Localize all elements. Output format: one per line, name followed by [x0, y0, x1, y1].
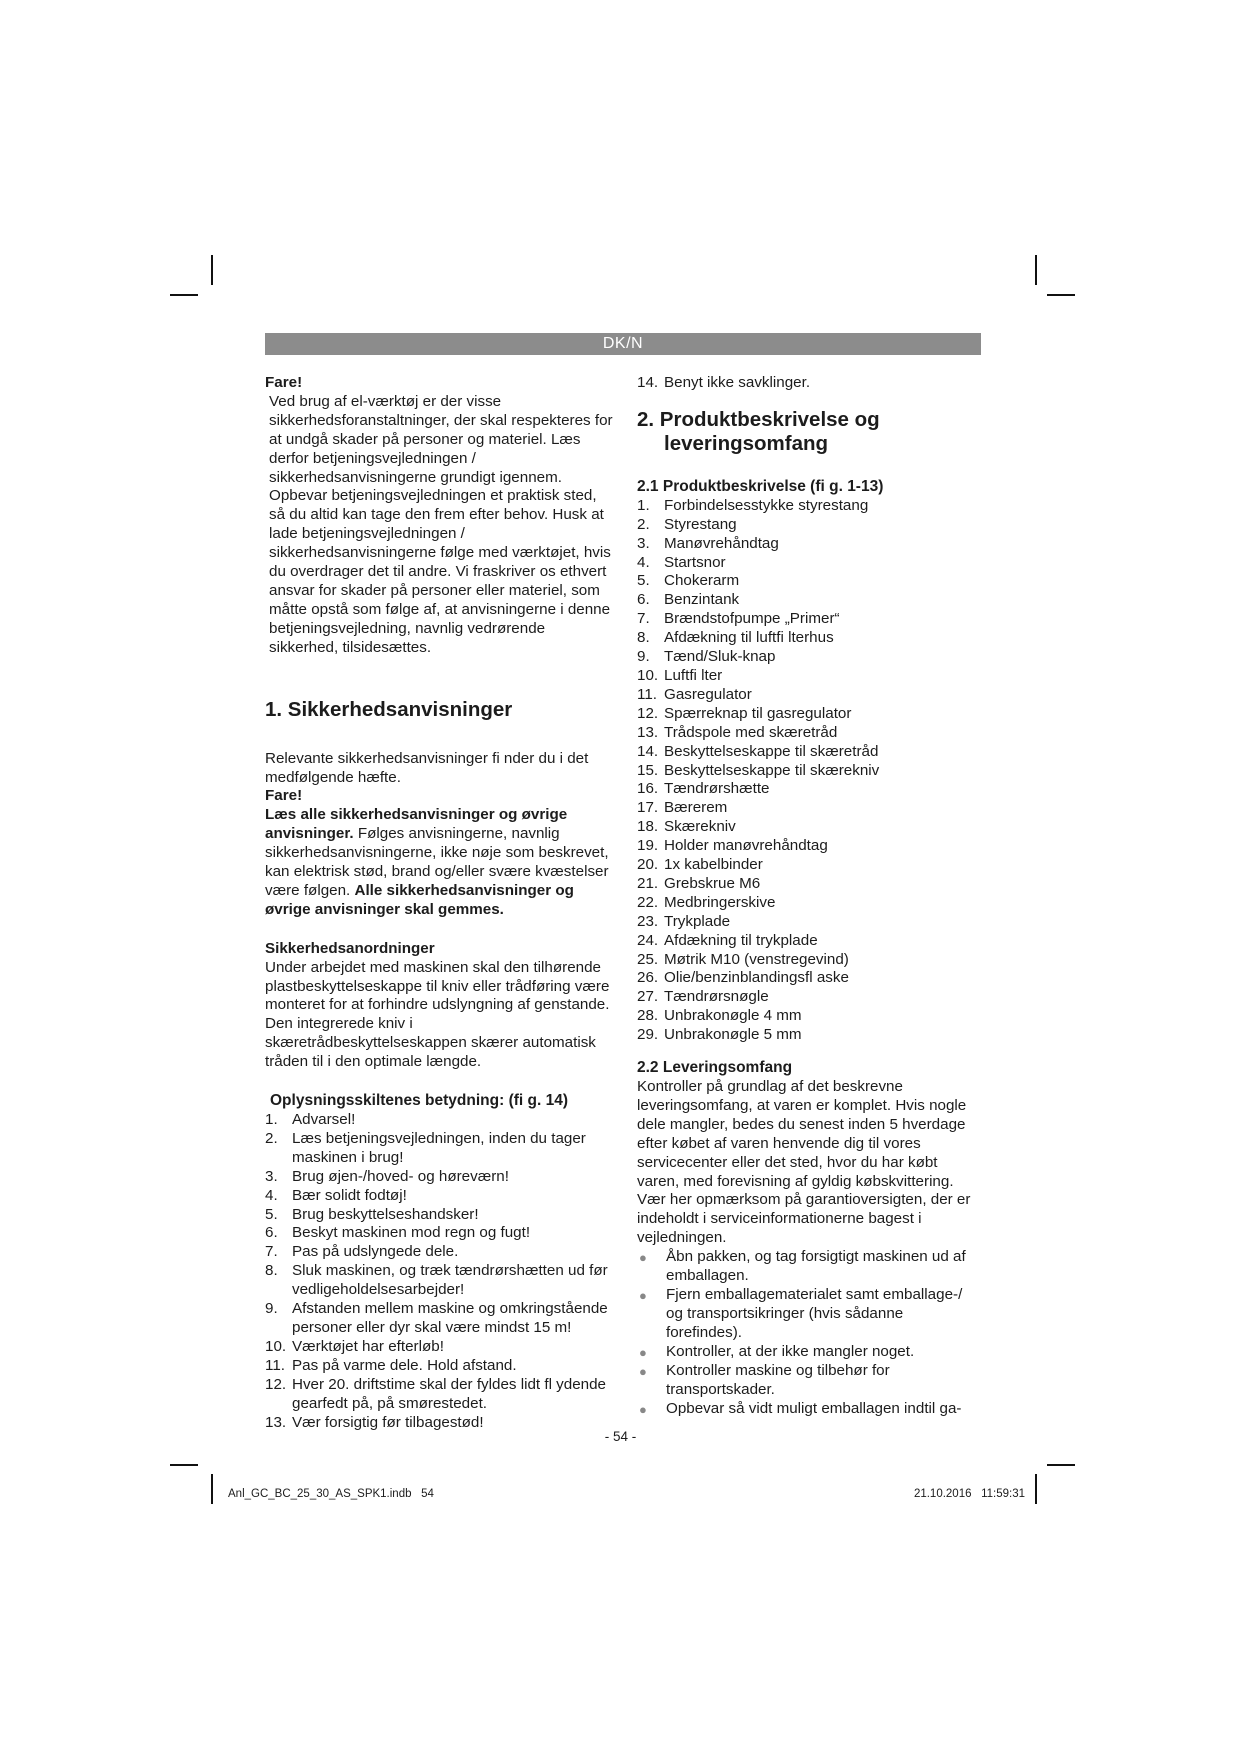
list-item — [637, 686, 982, 705]
bullet-item — [637, 1362, 982, 1400]
item-number: 9. — [265, 1300, 278, 1318]
list-item — [637, 1007, 982, 1026]
item-number: 3. — [265, 1167, 278, 1185]
bullet-text: Kontroller maskine og tilbehør for transportskader. — [666, 1361, 890, 1398]
item-text: Værktøjet har efterløb! — [292, 1337, 444, 1355]
bullet-icon: ● — [639, 1344, 647, 1360]
list-item — [637, 951, 982, 970]
item-number: 11. — [265, 1356, 285, 1374]
item-number: 16. — [637, 780, 659, 798]
item-text: Unbrakonøgle 4 mm — [664, 1007, 802, 1025]
item-number: 13. — [265, 1413, 287, 1431]
item-text: Tændrørsnøgle — [664, 988, 769, 1006]
bullet-item — [637, 1248, 982, 1286]
bullet-text: Åbn pakken, og tag forsigtigt maskinen ud af emballagen. — [666, 1248, 966, 1285]
list-item — [637, 875, 982, 894]
list-item — [637, 913, 982, 932]
language-label: DK/N — [602, 335, 644, 352]
item-text: Chokerarm — [664, 572, 740, 590]
list-item — [637, 818, 982, 837]
item-number: 7. — [265, 1243, 278, 1261]
warning-bold-2: Alle sikkerhedsanvisninger og øvrige anvisninger skal gemmes. — [265, 881, 574, 918]
list-item — [637, 374, 982, 393]
list-item — [637, 516, 982, 535]
item-number: 2. — [637, 515, 650, 533]
delivery-bullets — [637, 1248, 982, 1418]
item-text: Bærerem — [664, 799, 728, 817]
list-item — [637, 554, 982, 573]
item-text: Tændrørshætte — [664, 780, 770, 798]
item-text: Brug beskyttelseshandsker! — [292, 1205, 479, 1223]
bullet-icon: ● — [639, 1287, 647, 1303]
item-number: 11. — [637, 685, 657, 703]
item-text: Benyt ikke savklinger. — [664, 374, 811, 391]
crop-mark — [170, 294, 198, 296]
list-item — [637, 497, 982, 516]
list-item — [265, 1376, 613, 1414]
crop-mark — [170, 1464, 198, 1466]
list-item — [265, 1130, 613, 1168]
item-number: 28. — [637, 1007, 659, 1025]
crop-mark — [1047, 294, 1075, 296]
bullet-text: Kontroller, at der ikke mangler noget. — [666, 1342, 915, 1360]
left-column — [265, 374, 613, 1432]
section-2-title: 2. Produktbeskrivelse og leveringsomfang — [637, 407, 880, 455]
list-item — [637, 799, 982, 818]
list-item — [265, 1357, 613, 1376]
list-item — [637, 780, 982, 799]
item-text: Holder manøvrehåndtag — [664, 837, 828, 855]
list-item — [265, 1338, 613, 1357]
list-item — [637, 535, 982, 554]
item-number: 6. — [637, 591, 650, 609]
item-text: Pas på varme dele. Hold afstand. — [292, 1356, 517, 1374]
signs-list — [265, 1111, 613, 1432]
item-number: 23. — [637, 912, 659, 930]
crop-mark — [211, 255, 213, 285]
item-number: 22. — [637, 893, 659, 911]
item-text: Gasregulator — [664, 685, 752, 703]
item-text: Hver 20. driftstime skal der fyldes lidt fl ydende gearfedt på, på smørestedet. — [292, 1375, 607, 1412]
warning-bold: Læs alle sikkerhedsanvisninger og øvrige anvisninger. — [265, 806, 568, 843]
signs-heading: Oplysningsskiltenes betydning: (fi g. 14) — [270, 1092, 568, 1110]
item-text: Spærreknap til gasregulator — [664, 704, 852, 722]
footer-filename: Anl_GC_BC_25_30_AS_SPK1.indb 54 — [228, 1488, 434, 1500]
list-item — [637, 648, 982, 667]
list-item — [637, 762, 982, 781]
item-text: Beskyttelseskappe til skæretråd — [664, 742, 879, 760]
item-number: 10. — [637, 666, 659, 684]
item-text: Benzintank — [664, 591, 740, 609]
crop-mark — [211, 1474, 213, 1504]
section-1-text: Relevante sikkerhedsanvisninger fi nder du i det medfølgende hæfte. — [265, 749, 589, 786]
item-number: 29. — [637, 1026, 659, 1044]
bullet-icon: ● — [639, 1250, 647, 1266]
list-item — [637, 591, 982, 610]
item-text: Bær solidt fodtøj! — [292, 1186, 407, 1204]
safety-devices-text: Under arbejdet med maskinen skal den tilhørende plastbeskyttelseskappe til kniv eller trådføring være monteret for at forhindre udslyngning af genstande. Den integrerede kniv i skæretrådbeskyttelseskappen skærer automatisk tråden til i den optimale længde. — [265, 958, 610, 1071]
item-number: 5. — [265, 1205, 278, 1223]
list-item — [265, 1187, 613, 1206]
language-header-bar — [265, 333, 981, 355]
bullet-text: Opbevar så vidt muligt emballagen indtil ga- — [666, 1399, 962, 1417]
list-item — [637, 969, 982, 988]
list-item — [637, 667, 982, 686]
item-text: Forbindelsesstykke styrestang — [664, 496, 869, 514]
item-text: Beskyt maskinen mod regn og fugt! — [292, 1224, 531, 1242]
item-number: 12. — [637, 704, 659, 722]
danger-heading: Fare! — [265, 374, 303, 391]
safety-devices-heading: Sikkerhedsanordninger — [265, 939, 435, 957]
bullet-text: Fjern emballagematerialet samt emballage-/ og transportsikringer (hvis sådanne forefindes). — [666, 1285, 963, 1341]
item-number: 12. — [265, 1375, 287, 1393]
item-number: 9. — [637, 648, 650, 666]
item-text: Trykplade — [664, 912, 731, 930]
item-text: Skærekniv — [664, 818, 736, 836]
item-number: 24. — [637, 931, 659, 949]
list-item — [265, 1206, 613, 1225]
item-text: Olie/benzinblandingsfl aske — [664, 969, 849, 987]
item-number: 2. — [265, 1129, 278, 1147]
list-item — [637, 894, 982, 913]
item-number: 26. — [637, 969, 659, 987]
item-text: Unbrakonøgle 5 mm — [664, 1026, 802, 1044]
item-number: 4. — [265, 1186, 278, 1204]
intro-paragraph: Ved brug af el-værktøj er der visse sikkerhedsforanstaltninger, der skal respekteres for at undgå skader på personer og materiel. Læs derfor betjeningsvejledningen / sikkerhedsanvisningerne grundigt igennem. Opbevar betjeningsvejledningen et praktisk sted, så du altid kan tage den frem efter behov. Husk at lade betjeningsvejledningen / sikkerhedsanvisningerne følge med værktøjet, hvis du overdrager det til andre. Vi fraskriver os ethvert ansvar for skader på personer eller materiel, som måtte opstå som følge af, at anvisningerne i denne betjeningsvejledning, navnlig vedrørende sikkerhed, tilsidesættes. — [269, 392, 613, 656]
list-item — [265, 1262, 613, 1300]
item-number: 14. — [637, 374, 659, 391]
list-item — [265, 1168, 613, 1187]
crop-mark — [1035, 1474, 1037, 1504]
subsection-2-2-title: 2.2 Leveringsomfang — [637, 1059, 793, 1077]
list-item — [637, 743, 982, 762]
item-number: 20. — [637, 856, 659, 874]
item-number: 25. — [637, 950, 659, 968]
item-text: Læs betjeningsvejledningen, inden du tager maskinen i brug! — [292, 1129, 586, 1166]
list-item — [265, 1111, 613, 1130]
danger-heading-2: Fare! — [265, 787, 303, 805]
footer-timestamp: 21.10.2016 11:59:31 — [913, 1488, 1025, 1500]
bullet-icon: ● — [639, 1363, 647, 1379]
list-item — [637, 988, 982, 1007]
item-number: 8. — [637, 629, 650, 647]
list-item — [265, 1243, 613, 1262]
item-number: 6. — [265, 1224, 278, 1242]
list-item — [637, 629, 982, 648]
item-text: Brændstofpumpe „Primer“ — [664, 610, 840, 628]
item-number: 17. — [637, 799, 659, 817]
item-number: 15. — [637, 761, 659, 779]
item-text: Afdækning til luftfi lterhus — [664, 629, 834, 647]
list-item — [637, 932, 982, 951]
item-text: Sluk maskinen, og træk tændrørshætten ud før vedligeholdelsesarbejder! — [292, 1262, 608, 1299]
item-number: 3. — [637, 534, 650, 552]
bullet-item — [637, 1400, 982, 1419]
item-text: Styrestang — [664, 515, 737, 533]
warning-paragraph — [265, 806, 613, 919]
item-number: 21. — [637, 874, 659, 892]
item-text: Afstanden mellem maskine og omkringstående personer eller dyr skal være mindst 15 m! — [292, 1300, 608, 1336]
right-column — [637, 374, 982, 1419]
subsection-2-1-title: 2.1 Produktbeskrivelse (fi g. 1-13) — [637, 477, 884, 495]
list-item — [637, 705, 982, 724]
item-text: 1x kabelbinder — [664, 856, 763, 874]
item-text: Vær forsigtig før tilbagestød! — [292, 1413, 484, 1431]
item-text: Møtrik M10 (venstregevind) — [664, 950, 849, 968]
item-text: Advarsel! — [292, 1111, 356, 1128]
list-item — [637, 572, 982, 591]
crop-mark — [1035, 255, 1037, 285]
list-item — [265, 1224, 613, 1243]
signs-list-continued — [637, 374, 982, 393]
item-number: 7. — [637, 610, 650, 628]
bullet-icon: ● — [639, 1401, 647, 1417]
page-number: - 54 - — [604, 1429, 637, 1444]
item-number: 1. — [265, 1111, 278, 1128]
item-number: 27. — [637, 988, 659, 1006]
item-text: Medbringerskive — [664, 893, 776, 911]
item-text: Manøvrehåndtag — [664, 534, 779, 552]
list-item — [637, 856, 982, 875]
item-text: Beskyttelseskappe til skærekniv — [664, 761, 880, 779]
item-text: Trådspole med skæretråd — [664, 723, 838, 741]
parts-list — [637, 497, 982, 1045]
item-text: Brug øjen-/hoved- og høreværn! — [292, 1167, 509, 1185]
item-number: 4. — [637, 553, 650, 571]
section-1-title: 1. Sikkerhedsanvisninger — [265, 697, 513, 721]
item-text: Tænd/Sluk-knap — [664, 648, 776, 666]
item-number: 13. — [637, 723, 659, 741]
item-number: 8. — [265, 1262, 278, 1280]
item-number: 18. — [637, 818, 659, 836]
list-item — [637, 1026, 982, 1045]
crop-mark — [1047, 1464, 1075, 1466]
item-text: Luftfi lter — [664, 666, 723, 684]
list-item — [637, 837, 982, 856]
item-number: 1. — [637, 496, 650, 514]
item-number: 19. — [637, 837, 659, 855]
list-item — [637, 610, 982, 629]
bullet-item — [637, 1343, 982, 1362]
list-item — [637, 724, 982, 743]
bullet-item — [637, 1286, 982, 1343]
item-text: Pas på udslyngede dele. — [292, 1243, 459, 1261]
warning-text: Følges anvisningerne, navnlig sikkerhedsanvisningerne, ikke nøje som beskrevet, kan elektrisk stød, brand og/eller svære kvæstelser være følgen. — [265, 825, 609, 899]
item-text: Startsnor — [664, 553, 726, 571]
list-item — [265, 1300, 613, 1338]
item-text: Grebskrue M6 — [664, 874, 761, 892]
item-number: 5. — [637, 572, 650, 590]
item-number: 14. — [637, 742, 659, 760]
delivery-paragraph: Kontroller på grundlag af det beskrevne leveringsomfang, at varen er komplet. Hvis nogle dele mangler, bedes du senest inden 5 hverdage efter købet af varen henvende dig til vores servicecenter eller det sted, hvor du har købt varen, med forevisning af gyldig købskvittering. Vær her opmærksom på garantioversigten, der er indeholdt i serviceinformationerne bagest i vejledningen. — [637, 1078, 971, 1247]
item-text: Afdækning til trykplade — [664, 931, 818, 949]
item-number: 10. — [265, 1337, 287, 1355]
